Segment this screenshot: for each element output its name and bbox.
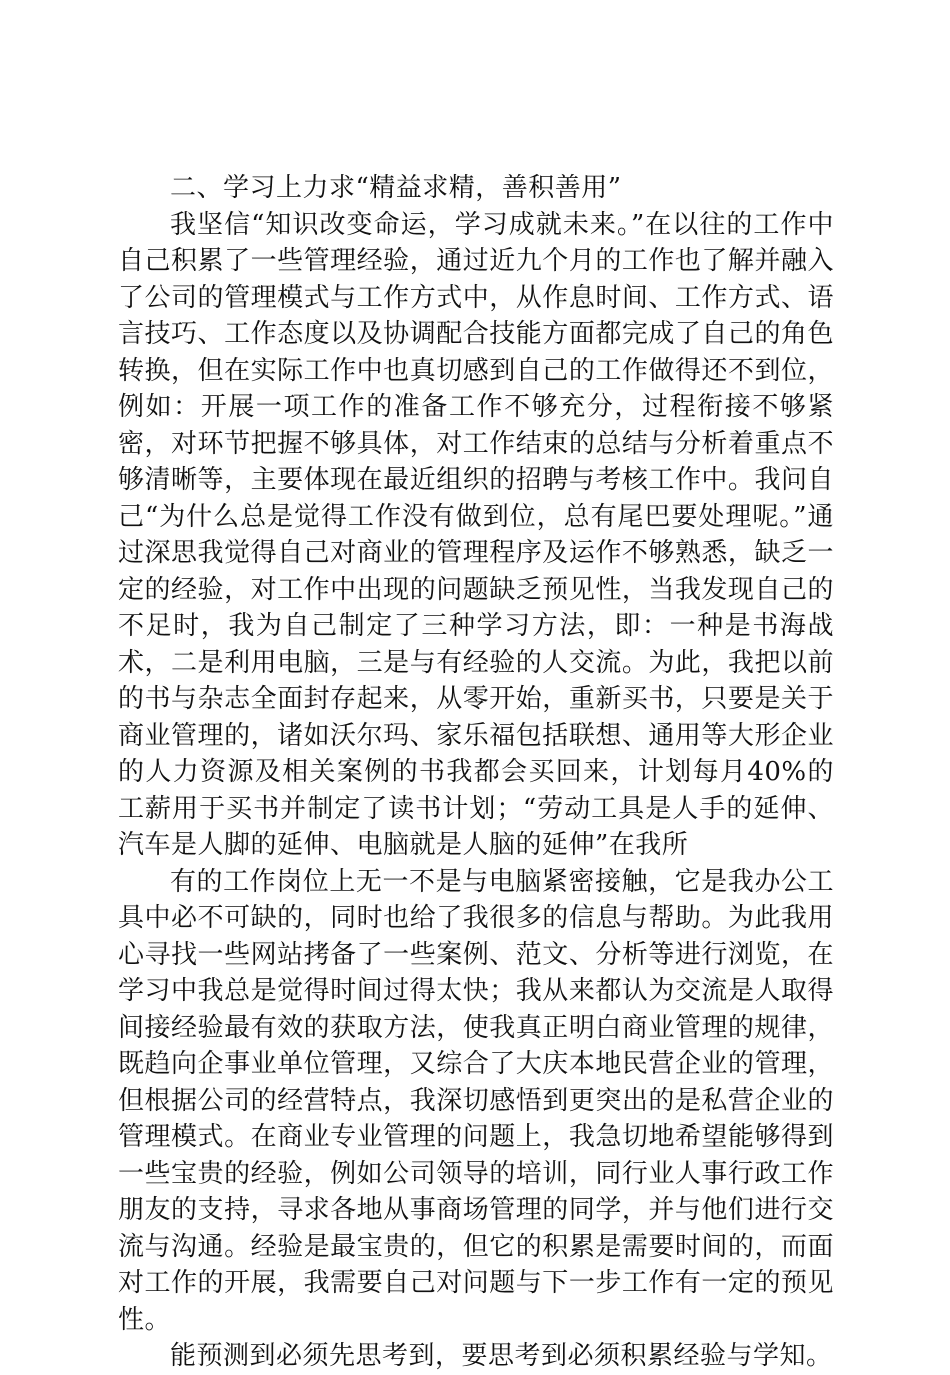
paragraph-1: 我坚信“知识改变命运，学习成就未来。”在以往的工作中自己积累了一些管理经验，通过近九个月的工作也了解并融入了公司的管理模式与工作方式中，从作息时间、工作方式、语言技巧、工作态度以及协调配合技能方面都完成了自己的角色转换，但在实际工作中也真切感到自己的工作做得还不到位，例如：开展一项工作的准备工作不够充分，过程衔接不够紧密，对环节把握不够具体，对工作结束的总结与分析着重点不够清晰等，主要体现在最近组织的招聘与考核工作中。我问自己“为什么总是觉得工作没有做到位，总有尾巴要处理呢。”通过深思我觉得自己对商业的管理程序及运作不够熟悉，缺乏一定的经验，对工作中出现的问题缺乏预见性，当我发现自己的不足时，我为自己制定了三种学习方法，即：一种是书海战术，二是利用电脑，三是与有经验的人交流。为此，我把以前的书与杂志全面封存起来，从零开始，重新买书，只要是关于商业管理的，诸如沃尔玛、家乐福包括联想、通用等大形企业的人力资源及相关案例的书我都会买回来，计划每月40%的工薪用于买书并制定了读书计划；“劳动工具是人手的延伸、汽车是人脚的延伸、电脑就是人脑的延伸”在我所 (118, 209, 834, 860)
section-heading: 二、学习上力求“精益求精，善积善用” (170, 173, 622, 203)
paragraph-3: 能预测到必须先思考到，要思考到必须积累经验与学知。 (170, 1341, 833, 1371)
document-body (118, 170, 834, 1375)
paragraph-2: 有的工作岗位上无一不是与电脑紧密接触，它是我办公工具中必不可缺的，同时也给了我很多的信息与帮助。为此我用心寻找一些网站拷备了一些案例、范文、分析等进行浏览，在学习中我总是觉得时间过得太快；我从来都认为交流是人取得间接经验最有效的获取方法，使我真正明白商业管理的规律，既趋向企事业单位管理，又综合了大庆本地民营企业的管理，但根据公司的经营特点，我深切感悟到更突出的是私营企业的管理模式。在商业专业管理的问题上，我急切地希望能够得到一些宝贵的经验，例如公司领导的培训，同行业人事行政工作朋友的支持，寻求各地从事商场管理的同学，并与他们进行交流与沟通。经验是最宝贵的，但它的积累是需要时间的，而面对工作的开展，我需要自己对问题与下一步工作有一定的预见性。 (118, 866, 834, 1335)
